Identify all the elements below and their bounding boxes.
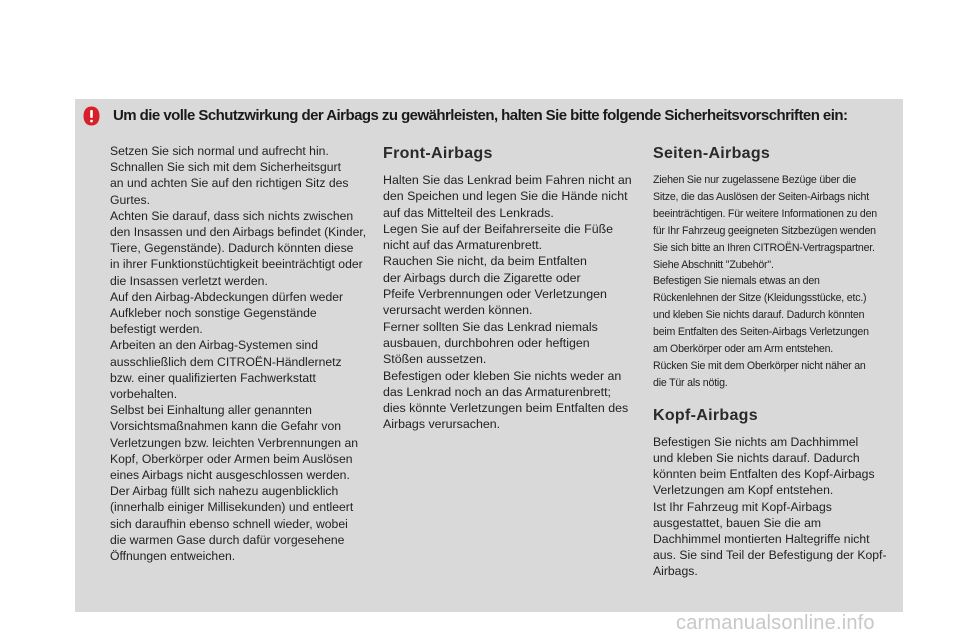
text-line: Achten Sie darauf, dass sich nichts zwischen: [110, 208, 354, 223]
text-line: in ihrer Funktionstüchtigkeit beeinträchtigt oder: [110, 257, 363, 272]
text-line: Befestigen Sie niemals etwas an den: [653, 275, 820, 288]
safety-panel: [75, 99, 903, 612]
text-line: Dachhimmel montierten Haltegriffe nicht: [653, 532, 870, 546]
text-line: nicht auf das Armaturenbrett.: [383, 238, 543, 253]
side-head-airbags-column: [653, 144, 903, 580]
text-line: aus. Sie sind Teil der Befestigung der Kopf-: [653, 548, 887, 563]
text-line: Rückenlehnen der Sitze (Kleidungsstücke, etc.): [653, 292, 867, 305]
text-line: beim Entfalten des Seiten-Airbags Verletzungen: [653, 326, 869, 339]
text-line: den Speichen und legen Sie die Hände nicht: [383, 189, 628, 204]
text-line: ausbauen, durchbohren oder heftigen: [383, 335, 590, 350]
text-line: Legen Sie auf der Beifahrerseite die Füße: [383, 221, 614, 236]
text-line: sich daraufhin ebenso schnell wieder, wobei: [110, 516, 348, 531]
text-line: Selbst bei Einhaltung aller genannten: [110, 403, 312, 418]
text-line: Rücken Sie mit dem Oberkörper nicht näher an: [653, 359, 866, 372]
text-line: die Insassen verletzt werden.: [110, 273, 268, 288]
text-line: Verletzungen am Kopf entstehen.: [653, 483, 834, 498]
text-line: für Ihr Fahrzeug geeigneten Sitzbezügen wenden: [653, 224, 876, 237]
text-line: Ferner sollten Sie das Lenkrad niemals: [383, 319, 598, 334]
text-line: und kleben Sie nichts darauf. Dadurch: [653, 450, 860, 465]
text-line: der Airbags durch die Zigarette oder: [383, 270, 581, 285]
front-airbags-column: [383, 144, 643, 433]
text-line: und kleben Sie nichts darauf. Dadurch könnten: [653, 309, 865, 322]
text-line: bzw. einer qualifizierten Fachwerkstatt: [110, 370, 316, 385]
text-line: das Lenkrad noch an das Armaturenbrett;: [383, 384, 611, 399]
text-line: Gurtes.: [110, 192, 150, 207]
warning-banner: [75, 99, 903, 133]
text-line: am Oberkörper oder am Arm entstehen.: [653, 343, 834, 356]
text-line: Kopf, Oberkörper oder Armen beim Auslösen: [110, 451, 353, 466]
head-airbags-text: [653, 434, 903, 580]
text-line: könnten beim Entfalten des Kopf-Airbags: [653, 467, 875, 482]
text-line: Befestigen Sie nichts am Dachhimmel: [653, 434, 859, 449]
text-line: vorbehalten.: [110, 387, 178, 402]
text-line: Verletzungen bzw. leichten Verbrennungen an: [110, 435, 358, 450]
text-line: Rauchen Sie nicht, da beim Entfalten: [383, 254, 587, 269]
text-line: ausschließlich dem CITROËN-Händlernetz: [110, 354, 342, 369]
text-line: Aufkleber noch sonstige Gegenstände: [110, 306, 317, 321]
text-line: (innerhalb einiger Millisekunden) und entleert: [110, 500, 354, 515]
text-line: verursacht werden können.: [383, 303, 533, 318]
side-airbags-text: [653, 172, 903, 392]
text-line: Ist Ihr Fahrzeug mit Kopf-Airbags: [653, 499, 832, 514]
text-line: Schnallen Sie sich mit dem Sicherheitsgurt: [110, 160, 341, 175]
text-line: Setzen Sie sich normal und aufrecht hin.: [110, 144, 329, 158]
side-airbags-heading: Seiten-Airbags: [653, 145, 771, 162]
text-line: Sie sich bitte an Ihren CITROËN-Vertragspartner.: [653, 241, 875, 254]
text-line: Arbeiten an den Airbag-Systemen sind: [110, 338, 318, 353]
text-line: Der Airbag füllt sich nahezu augenblicklich: [110, 484, 339, 499]
front-airbags-heading: Front-Airbags: [383, 145, 493, 162]
text-line: die warmen Gase durch dafür vorgesehene: [110, 532, 345, 547]
text-line: ausgestattet, bauen Sie die am: [653, 515, 822, 530]
text-line: beeinträchtigen. Für weitere Informationen zu den: [653, 207, 877, 220]
site-watermark: carmanualsonline.info: [676, 612, 875, 634]
text-line: Tiere, Gegenstände). Dadurch könnten diese: [110, 241, 354, 256]
text-line: eines Airbags nicht ausgeschlossen werden.: [110, 468, 350, 483]
text-line: Öffnungen entweichen.: [110, 549, 236, 564]
general-rules-text: [110, 143, 367, 564]
text-line: Airbags.: [653, 564, 698, 579]
text-line: die Tür als nötig.: [653, 376, 728, 389]
text-line: Auf den Airbag-Abdeckungen dürfen weder: [110, 289, 344, 304]
text-line: an und achten Sie auf den richtigen Sitz des: [110, 176, 349, 191]
text-line: auf das Mittelteil des Lenkrads.: [383, 205, 554, 220]
text-line: Halten Sie das Lenkrad beim Fahren nicht an: [383, 173, 632, 187]
text-line: Stößen aussetzen.: [383, 352, 487, 367]
text-line: dies könnte Verletzungen beim Entfalten des: [383, 401, 629, 416]
text-line: Pfeife Verbrennungen oder Verletzungen: [383, 287, 607, 302]
text-line: befestigt werden.: [110, 322, 203, 337]
text-line: Siehe Abschnitt "Zubehör".: [653, 258, 774, 271]
text-line: Vorsichtsmaßnahmen kann die Gefahr von: [110, 419, 342, 434]
head-airbags-heading: Kopf-Airbags: [653, 406, 758, 424]
general-rules-column: [110, 143, 367, 564]
warning-icon: [83, 106, 100, 126]
text-line: Sitze, die das Auslösen der Seiten-Airbags nicht: [653, 190, 869, 203]
text-line: den Insassen und den Airbags befindet (Kinder,: [110, 225, 367, 240]
text-line: Airbags verursachen.: [383, 417, 501, 432]
front-airbags-text: [383, 172, 643, 433]
text-line: Ziehen Sie nur zugelassene Bezüge über die: [653, 174, 857, 186]
banner-title: Um die volle Schutzwirkung der Airbags zu gewährleisten, halten Sie bitte folgende Sicherheitsvorschriften ein:: [113, 107, 848, 124]
text-line: Befestigen oder kleben Sie nichts weder an: [383, 368, 622, 383]
